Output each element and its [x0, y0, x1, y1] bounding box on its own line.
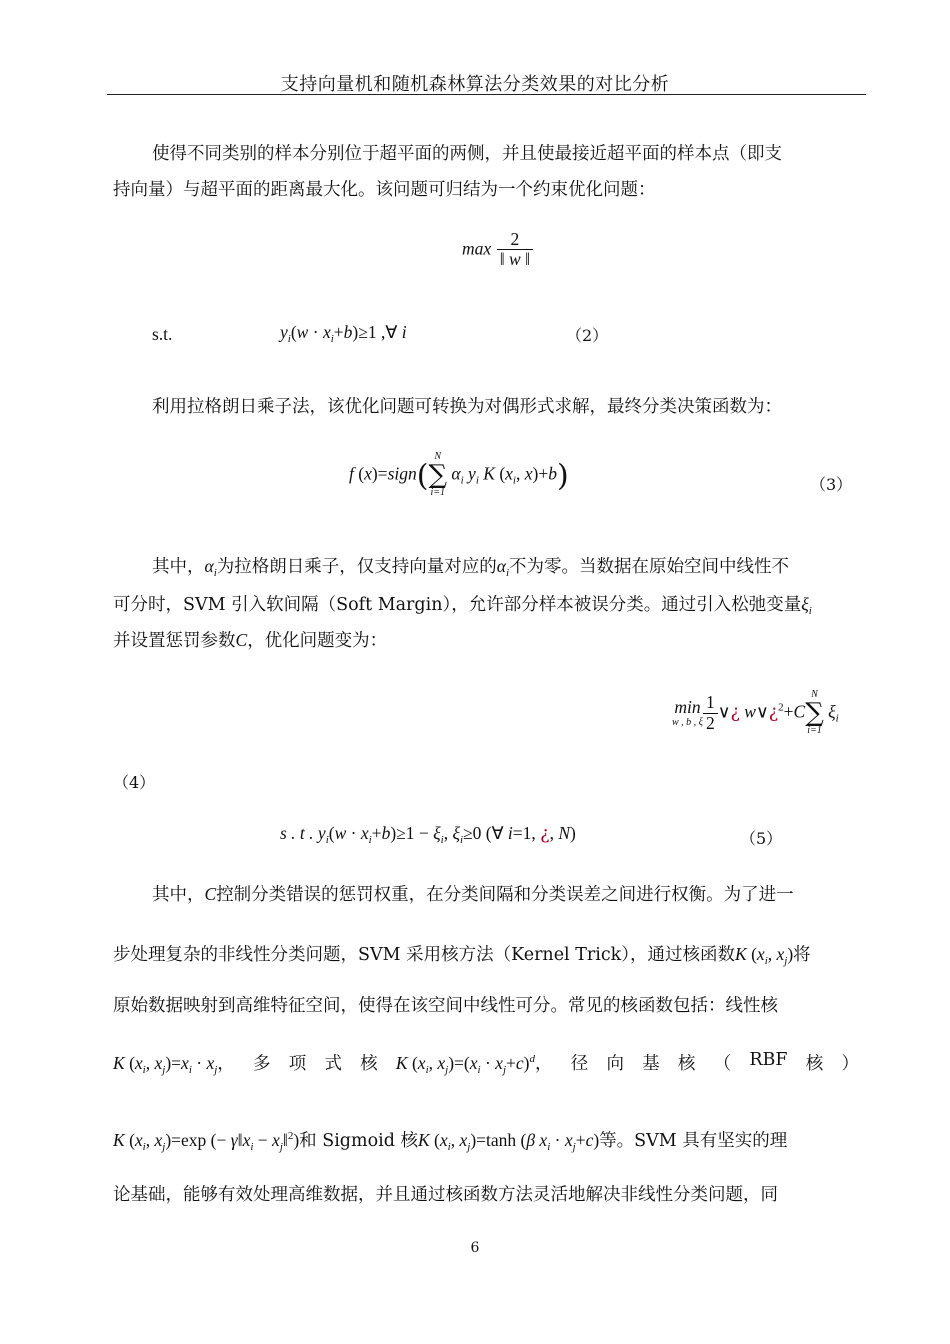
- eq1-fraction: [497, 230, 533, 270]
- header-rule: [107, 94, 866, 95]
- page-number: 6: [470, 1240, 480, 1256]
- paragraph-4-line-3: 原始数据映射到高维特征空间，使得在该空间中线性可分。常见的核函数包括：线性核: [113, 996, 778, 1016]
- eq1-numerator: 2: [497, 230, 533, 250]
- paragraph-4-line-2: 步处理复杂的非线性分类问题，SVM 采用核方法（Kernel Trick），通过核函数K ($x_i$, $x_j$)将: [113, 944, 811, 967]
- eq3-sign: sign: [387, 463, 417, 484]
- equation-4: min w , b , ξ $\frac{1}{2}$ ∨¿ w∨¿$^2$+C N ∑ i=1 $\xi_i$: [672, 689, 839, 736]
- equation-3: f (x)=sign( N ∑ i=1 $\alpha_i$ $y_i$ K ($x_i$, x)+b): [349, 451, 569, 498]
- eq4-number: （4）: [113, 773, 156, 792]
- eq3-number: （3）: [810, 475, 853, 494]
- paragraph-2: 利用拉格朗日乘子法，该优化问题可转换为对偶形式求解，最终分类决策函数为：: [152, 397, 782, 417]
- equation-2: $y_i(w \cdot x_i+b)\ge 1$ ,∀ i: [280, 322, 407, 345]
- eq2-st-label: s.t.: [152, 324, 173, 344]
- paragraph-4-line-4: K ($x_i$, $x_j)=x_i \cdot x_j$， 多 项 式 核 K ($x_i$, $x_j)=(x_i \cdot x_j+c)^d$， 径 向 基 核 （ RBF 核 ）: [113, 1050, 859, 1076]
- page-header-title: 支持向量机和随机森林算法分类效果的对比分析: [280, 74, 670, 95]
- paragraph-4-line-6: 论基础，能够有效处理高维数据，并且通过核函数方法灵活地解决非线性分类问题，同: [113, 1185, 778, 1205]
- paragraph-3-line-3: 并设置惩罚参数C，优化问题变为：: [113, 630, 388, 651]
- eq1-max: max: [462, 238, 492, 259]
- paragraph-1-line-2: 持向量）与超平面的距离最大化。该问题可归结为一个约束优化问题：: [113, 180, 656, 200]
- eq2-number: （2）: [566, 326, 609, 345]
- equation-5: s . t . $y_i(w \cdot x_i+b)\ge 1 - \xi_i$, $\xi_i\ge 0$ (∀ i=1, ¿, N): [280, 823, 576, 846]
- paragraph-1-line-1: 使得不同类别的样本分别位于超平面的两侧，并且使最接近超平面的样本点（即支: [152, 144, 782, 164]
- eq1-denominator: ‖ w ‖: [499, 249, 530, 270]
- equation-1: [462, 230, 533, 270]
- eq5-number: （5）: [740, 829, 783, 848]
- paragraph-4-line-5: K ($x_i$, $x_j)=\exp$ (− $\gamma‖x_i$ − $x_j‖^2$)和 Sigmoid 核K ($x_i$, $x_j)=\tanh$ (β $x_i \cdot x_j+c$)等。SVM 具有坚实的理: [113, 1130, 788, 1153]
- eq3-sum: N ∑ i=1: [428, 451, 448, 498]
- paragraph-3-line-1: 其中，$\alpha_i$为拉格朗日乘子，仅支持向量对应的$\alpha_i$不为零。当数据在原始空间中线性不: [152, 556, 789, 579]
- paragraph-3-line-2: 可分时，SVM 引入软间隔（Soft Margin），允许部分样本被误分类。通过引入松弛变量$\xi_i$: [113, 594, 812, 617]
- paragraph-4-line-1: 其中，C控制分类错误的惩罚权重，在分类间隔和分类误差之间进行权衡。为了进一: [152, 884, 794, 905]
